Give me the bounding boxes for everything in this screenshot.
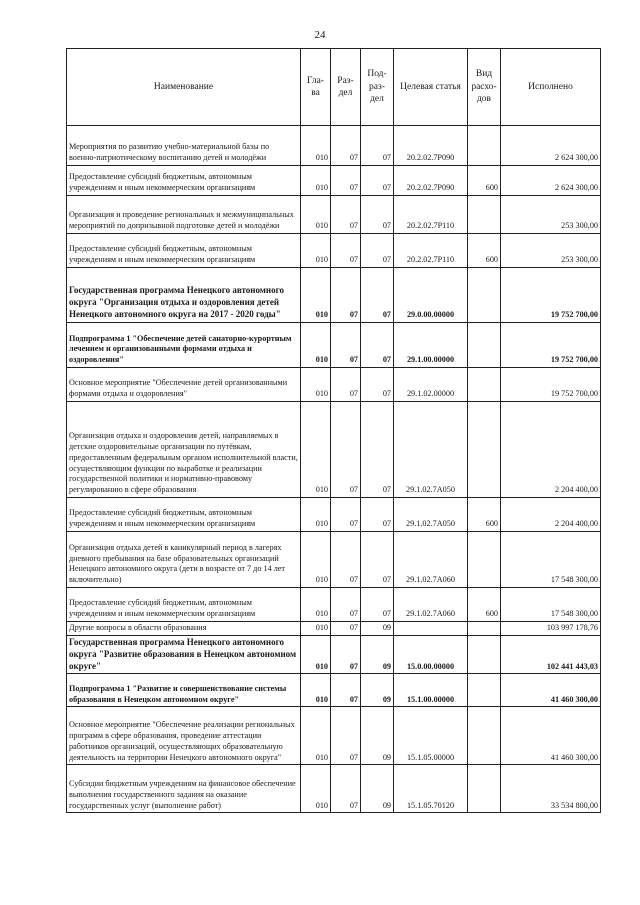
- row-name: Государственная программа Ненецкого автономного округа "Развитие образования в Ненецком автономном округе": [67, 635, 301, 674]
- row-amount: 253 300,00: [501, 196, 601, 234]
- row-subsection: 07: [361, 166, 394, 196]
- row-name: Организация отдыха детей в каникулярный период в лагерях дневного пребывания на базе образовательных организаций Ненецкого автономного округа (дети в возрасте от 7 до 14 лет включительно): [67, 532, 301, 588]
- row-subsection: 07: [361, 532, 394, 588]
- table-header-row: [67, 49, 601, 126]
- header-name: Наименование: [67, 49, 301, 126]
- row-chapter: 010: [301, 323, 331, 368]
- row-expense-type: 600: [468, 166, 501, 196]
- header-chapter: Гла-ва: [301, 49, 331, 126]
- row-subsection: 07: [361, 196, 394, 234]
- row-target: 29.1.02.7А050: [394, 402, 468, 498]
- header-target: Целевая статья: [394, 49, 468, 126]
- row-expense-type: [468, 126, 501, 166]
- row-amount: 2 624 300,00: [501, 126, 601, 166]
- row-amount: 17 548 300,00: [501, 588, 601, 622]
- row-expense-type: [468, 765, 501, 813]
- row-section: 07: [331, 166, 361, 196]
- row-target: 20.2.02.7Р110: [394, 234, 468, 268]
- row-expense-type: [468, 707, 501, 765]
- row-subsection: 09: [361, 622, 394, 636]
- row-amount: 19 752 700,00: [501, 268, 601, 323]
- row-name: Предоставление субсидий бюджетным, автономным учреждениям и иным некоммерческим организациям: [67, 234, 301, 268]
- row-section: 07: [331, 234, 361, 268]
- row-section: 07: [331, 635, 361, 674]
- page-number: 24: [314, 29, 326, 41]
- table-row: [67, 707, 601, 765]
- row-name: Организация отдыха и оздоровления детей, направляемых в детские оздоровительные организации по путёвкам, предоставленным федеральным органом исполнительной власти, осуществляющим функции по выработке и реализации государственной политики и нормативно-правовому регулированию в сфере образования: [67, 402, 301, 498]
- row-target: 29.1.02.7А060: [394, 588, 468, 622]
- row-expense-type: [468, 196, 501, 234]
- row-section: 07: [331, 765, 361, 813]
- row-section: 07: [331, 707, 361, 765]
- row-chapter: 010: [301, 622, 331, 636]
- row-section: 07: [331, 674, 361, 707]
- row-section: 07: [331, 622, 361, 636]
- row-name: Предоставление субсидий бюджетным, автономным учреждениям и иным некоммерческим организациям: [67, 588, 301, 622]
- row-name: Основное мероприятие "Обеспечение детей организованными формами отдыха и оздоровления": [67, 368, 301, 402]
- row-expense-type: [468, 402, 501, 498]
- row-subsection: 07: [361, 588, 394, 622]
- table-row: [67, 622, 601, 636]
- row-amount: 41 460 300,00: [501, 707, 601, 765]
- row-section: 07: [331, 126, 361, 166]
- row-chapter: 010: [301, 765, 331, 813]
- row-amount: 2 204 400,00: [501, 498, 601, 532]
- row-expense-type: [468, 268, 501, 323]
- row-amount: 33 534 800,00: [501, 765, 601, 813]
- row-target: 20.2.02.7Р090: [394, 126, 468, 166]
- row-expense-type: [468, 368, 501, 402]
- row-target: 15.1.05.70120: [394, 765, 468, 813]
- row-chapter: 010: [301, 707, 331, 765]
- row-amount: 19 752 700,00: [501, 368, 601, 402]
- row-name: Другие вопросы в области образования: [67, 622, 301, 636]
- row-subsection: 07: [361, 234, 394, 268]
- header-executed: Исполнено: [501, 49, 601, 126]
- row-expense-type: [468, 622, 501, 636]
- budget-table: [66, 48, 601, 813]
- row-expense-type: 600: [468, 498, 501, 532]
- row-name: Мероприятия по развитию учебно-материальной базы по военно-патриотическому воспитанию детей и молодёжи: [67, 126, 301, 166]
- row-target: 29.1.02.00000: [394, 368, 468, 402]
- row-amount: 19 752 700,00: [501, 323, 601, 368]
- row-amount: 103 997 178,76: [501, 622, 601, 636]
- row-subsection: 07: [361, 498, 394, 532]
- row-expense-type: [468, 323, 501, 368]
- row-subsection: 07: [361, 323, 394, 368]
- row-subsection: 09: [361, 635, 394, 674]
- table-row: [67, 635, 601, 674]
- table-row: [67, 196, 601, 234]
- header-subsection: Под-раз-дел: [361, 49, 394, 126]
- row-section: 07: [331, 498, 361, 532]
- row-subsection: 09: [361, 674, 394, 707]
- row-subsection: 07: [361, 368, 394, 402]
- row-section: 07: [331, 368, 361, 402]
- row-chapter: 010: [301, 498, 331, 532]
- table-row: [67, 268, 601, 323]
- row-chapter: 010: [301, 166, 331, 196]
- row-chapter: 010: [301, 268, 331, 323]
- row-section: 07: [331, 268, 361, 323]
- row-name: Основное мероприятие "Обеспечение реализации региональных программ в сфере образования, проведение аттестации работников организаций, осуществляющих образовательную деятельность на территории Ненецкого автономного округа": [67, 707, 301, 765]
- row-subsection: 07: [361, 268, 394, 323]
- row-target: 15.1.05.00000: [394, 707, 468, 765]
- table-body: [67, 126, 601, 813]
- table-row: [67, 674, 601, 707]
- table-row: [67, 323, 601, 368]
- row-name: Подпрограмма 1 "Обеспечение детей санаторно-курортным лечением и организованными формами отдыха и оздоровления": [67, 323, 301, 368]
- row-target: [394, 622, 468, 636]
- row-target: 15.1.00.00000: [394, 674, 468, 707]
- row-expense-type: 600: [468, 588, 501, 622]
- row-chapter: 010: [301, 126, 331, 166]
- row-target: 20.2.02.7Р090: [394, 166, 468, 196]
- row-amount: 102 441 443,03: [501, 635, 601, 674]
- row-name: Предоставление субсидий бюджетным, автономным учреждениям и иным некоммерческим организациям: [67, 166, 301, 196]
- row-section: 07: [331, 588, 361, 622]
- row-expense-type: [468, 635, 501, 674]
- row-amount: 41 460 300,00: [501, 674, 601, 707]
- row-chapter: 010: [301, 368, 331, 402]
- table-row: [67, 402, 601, 498]
- row-name: Подпрограмма 1 "Развитие и совершенствование системы образования в Ненецком автономном округе": [67, 674, 301, 707]
- row-target: 29.1.02.7А050: [394, 498, 468, 532]
- row-section: 07: [331, 323, 361, 368]
- table-row: [67, 498, 601, 532]
- table-row: [67, 765, 601, 813]
- row-chapter: 010: [301, 196, 331, 234]
- row-chapter: 010: [301, 402, 331, 498]
- row-chapter: 010: [301, 588, 331, 622]
- table-row: [67, 532, 601, 588]
- row-name: Предоставление субсидий бюджетным, автономным учреждениям и иным некоммерческим организациям: [67, 498, 301, 532]
- table-row: [67, 234, 601, 268]
- row-chapter: 010: [301, 234, 331, 268]
- table-row: [67, 588, 601, 622]
- row-section: 07: [331, 196, 361, 234]
- row-amount: 17 548 300,00: [501, 532, 601, 588]
- row-chapter: 010: [301, 674, 331, 707]
- row-target: 29.1.00.00000: [394, 323, 468, 368]
- row-target: 20.2.02.7Р110: [394, 196, 468, 234]
- row-amount: 2 624 300,00: [501, 166, 601, 196]
- table-row: [67, 368, 601, 402]
- row-section: 07: [331, 402, 361, 498]
- table-row: [67, 166, 601, 196]
- row-amount: 2 204 400,00: [501, 402, 601, 498]
- row-name: Организация и проведение региональных и межмуниципальных мероприятий по допризывной подготовке детей и молодёжи: [67, 196, 301, 234]
- row-chapter: 010: [301, 635, 331, 674]
- table-row: [67, 126, 601, 166]
- row-chapter: 010: [301, 532, 331, 588]
- row-name: Государственная программа Ненецкого автономного округа "Организация отдыха и оздоровления детей Ненецкого автономного округа на 2017 - 2020 годы": [67, 268, 301, 323]
- row-subsection: 09: [361, 765, 394, 813]
- row-expense-type: [468, 532, 501, 588]
- row-subsection: 09: [361, 707, 394, 765]
- header-expense-type: Вид расхо-дов: [468, 49, 501, 126]
- row-subsection: 07: [361, 126, 394, 166]
- row-amount: 253 300,00: [501, 234, 601, 268]
- row-target: 29.0.00.00000: [394, 268, 468, 323]
- row-subsection: 07: [361, 402, 394, 498]
- row-target: 29.1.02.7А060: [394, 532, 468, 588]
- row-target: 15.0.00.00000: [394, 635, 468, 674]
- header-section: Раз-дел: [331, 49, 361, 126]
- row-expense-type: 600: [468, 234, 501, 268]
- row-expense-type: [468, 674, 501, 707]
- row-name: Субсидии бюджетным учреждениям на финансовое обеспечение выполнения государственного задания на оказание государственных услуг (выполнение работ): [67, 765, 301, 813]
- row-section: 07: [331, 532, 361, 588]
